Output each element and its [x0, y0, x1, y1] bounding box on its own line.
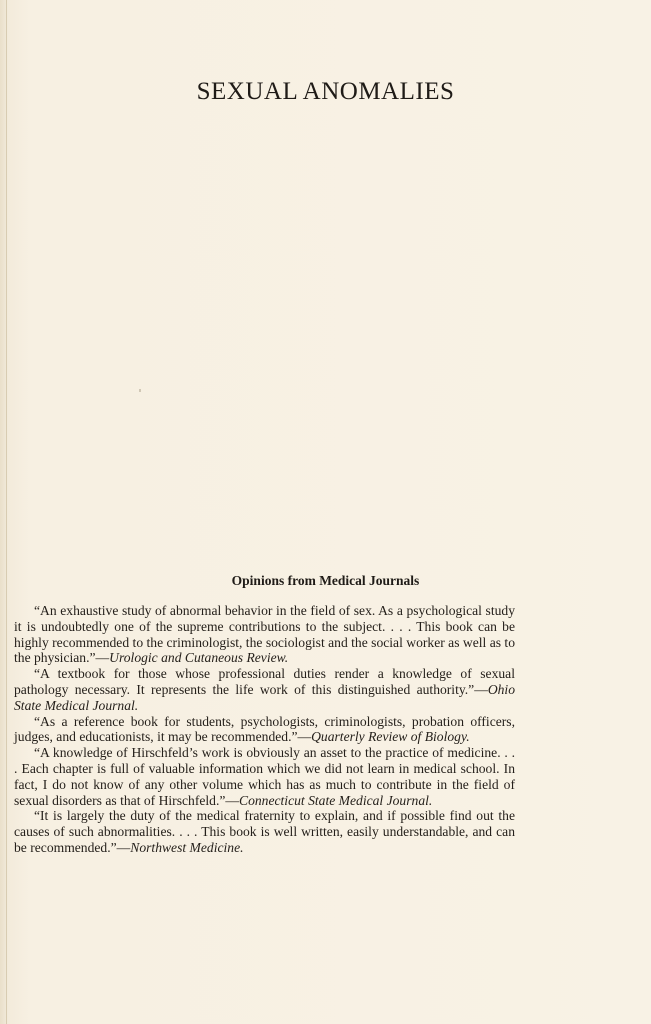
opinion-paragraph [14, 603, 515, 666]
opinion-paragraph [14, 666, 515, 713]
opinion-source: Connecticut State Medical Journal. [239, 792, 433, 808]
opinion-source: Quarterly Review of Biology. [311, 729, 470, 745]
page-edge-shadow [6, 0, 7, 1024]
opinion-source: Northwest Medicine. [130, 839, 244, 855]
opinion-paragraph [14, 808, 515, 855]
opinion-quote: “As a reference book for students, psychologists, criminologists, probation officers, judges, and educationists, it may be recommended.”— [14, 713, 515, 745]
page-title: SEXUAL ANOMALIES [196, 78, 455, 105]
opinion-paragraph [14, 714, 515, 746]
opinion-source: Urologic and Cutaneous Review. [109, 650, 289, 666]
opinions-list [14, 603, 515, 856]
opinion-quote: “A textbook for those whose professional duties render a knowledge of sexual pathology necessary. It represents the life work of this distinguished authority.”— [14, 666, 515, 697]
section-heading: Opinions from Medical Journals [231, 573, 420, 588]
opinion-source: Ohio State Medical Journal. [14, 681, 515, 713]
opinion-quote: “It is largely the duty of the medical fraternity to explain, and if possible find out the causes of such abnormalities. . . . This book is well written, easily understandable, and can be recommended.”— [14, 808, 515, 855]
opinion-quote: “A knowledge of Hirschfeld’s work is obviously an asset to the practice of medicine. . . . Each chapter is full of valuable information which we did not learn in medical school. In fact, I do not know of any other volume which has as much to contribute in the field of sexual disorders as that of Hirschfeld.”— [14, 745, 515, 808]
paper-speck [139, 389, 141, 392]
opinion-quote: “An exhaustive study of abnormal behavior in the field of sex. As a psychological study it is undoubtedly one of the supreme contributions to the subject. . . . This book can be highly recommended to the criminologist, the sociologist and the social worker as well as to the physician.”— [14, 603, 515, 666]
opinion-paragraph [14, 745, 515, 808]
